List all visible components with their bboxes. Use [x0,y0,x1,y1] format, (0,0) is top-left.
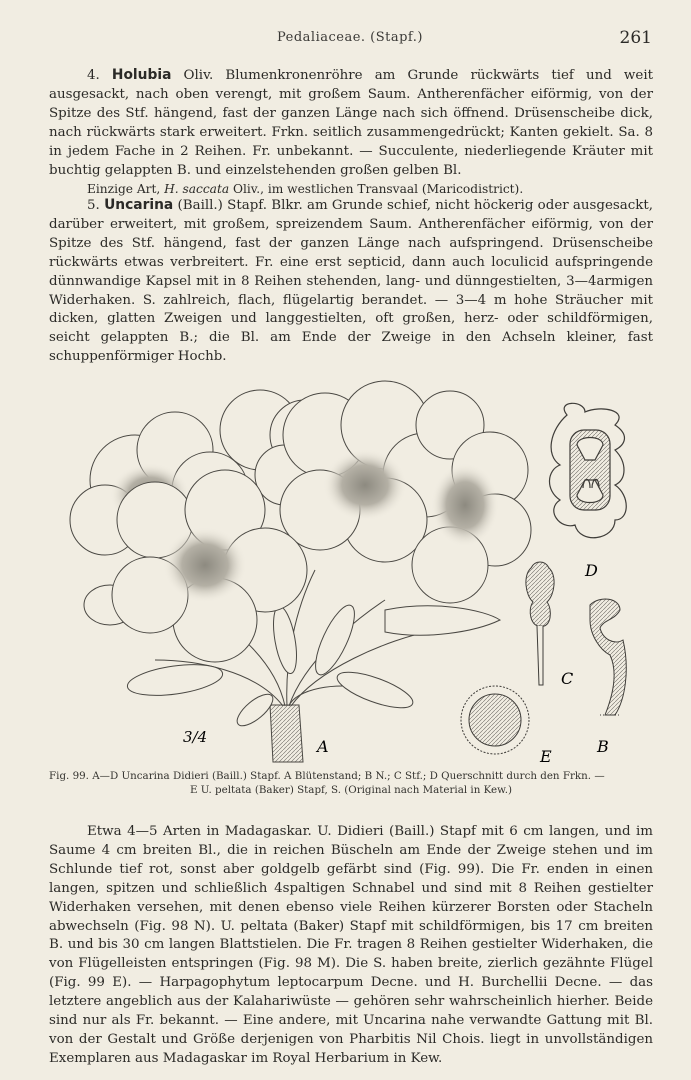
figure-99 [55,370,645,770]
uncarina-number: 5. [87,198,100,213]
label-scale: 3/4 [183,728,208,746]
holubia-text: Oliv. Blumenkronenröhre am Grunde rückwärts tief und weit ausgesackt, nach oben verengt, mit großem Saum. Antherenfächer eiförmig, von der Spitze des Stf. hängend, fast der ganzen Länge nach sich öffnend. Drüsenscheibe dick, nach rückwärts stark erweitert. Frkn. seitlich zusammengedrückt; Kanten gekielt. Sa. 8 in jedem Fache in 2 Reihen. Fr. unbekannt. — Succulente, niederliegende Kräuter mit buchtig gelappten B. und einzelstehenden großen gelben Bl. [49,68,653,178]
species-paragraph: Etwa 4—5 Arten in Madagaskar. U. Didieri (Baill.) Stapf mit 6 cm langen, und im Saume 4 cm breiten Bl., die in reichen Büscheln am Ende der Zweige stehen und im Schlunde tief rot, sonst aber goldgelb gefärbt sind (Fig. 99). Die Fr. enden in einen langen, spitzen und schließlich 4spaltigen Schnabel und sind mit 8 Reihen gestielter Widerhaken versehen, mit denen ebenso viele Reihen kürzerer Borsten oder Stacheln abwechseln (Fig. 98 N). U. peltata (Baker) Stapf mit schildförmigen, bis 17 cm breiten B. und bis 30 cm langen Blattstielen. Die Fr. tragen 8 Reihen gestielter Widerhaken, die von Flügelleisten entspringen (Fig. 98 M). Die S. haben breite, zierlich gezähnte Flügel (Fig. 99 E). — Harpagophytum leptocarpum Decne. und H. Burchellii Decne. — das letztere angeblich aus der Kalahariwüste — gehören sehr wahrscheinlich hierher. Beide sind nur als Fr. bekannt. — Eine andere, mit Uncarina nahe verwandte Gattung mit Bl. von der Gestalt und Größe derjenigen von Pharbitis Nil Chois. liegt in unvollständigen Exemplaren aus Madagaskar im Royal Herbarium in Kew. [49,824,653,1066]
holubia-number: 4. [87,68,100,83]
label-a: A [317,737,329,756]
page-header [48,30,652,52]
section-uncarina [49,196,653,367]
label-d: D [585,561,598,580]
caption-line-2: E U. peltata (Baker) Stapf, S. (Original nach Material in Kew.) [189,783,513,796]
uncarina-description [49,196,653,367]
seed-e [461,686,529,754]
label-c: C [561,669,574,688]
uncarina-text: (Baill.) Stapf. Blkr. am Grunde schief, nicht höckerig oder ausgesackt, darüber erweitert, mit großem, spreizendem Saum. Antherenfächer eiförmig, von der Spitze des Stf. hängend, fast der ganzen Länge nach aufspringend. Drüsenscheibe rückwärts etwas verbreitert. Fr. eine erst septicid, dann auch loculicid aufspringende dünnwandige Kapsel mit in 8 Reihen stehenden, lang- und dünngestielten, 3—4armigen Widerhaken. S. zahlreich, flach, flügelartig berandet. — 3—4 m hohe Sträucher mit dicken, glatten Zweigen und langgestielten, oft großen, herz- oder schildförmigen, seicht gelappten B.; die Bl. am Ende der Zweige in den Achseln kleiner, fast schuppenförmiger Hochb. [49,198,653,365]
holubia-description [49,66,653,180]
holubia-genus: Holubia [111,67,172,83]
label-e: E [540,747,552,766]
caption-line-1: Fig. 99. A—D Uncarina Didieri (Baill.) Stapf. A Blütenstand; B N.; C Stf.; D Querschnitt durch den Frkn. — [49,770,605,782]
running-title: Pedaliaceae. (Stapf.) [276,30,423,45]
page-number: 261 [619,28,652,48]
ovary-cross-section-d [549,403,626,537]
section-holubia [49,66,653,198]
label-b: B [597,737,609,756]
figure-illustration [55,370,645,770]
stamen-c [526,562,554,685]
inflorescence-a [70,381,531,762]
figure-caption [49,770,653,797]
uncarina-genus: Uncarina [104,197,174,213]
holubia-note: Einzige Art, H. saccata Oliv., im westlichen Transvaal (Maricodistrict). [87,182,524,197]
uncarina-species-notes [49,823,653,1069]
stigma-b [590,599,626,715]
